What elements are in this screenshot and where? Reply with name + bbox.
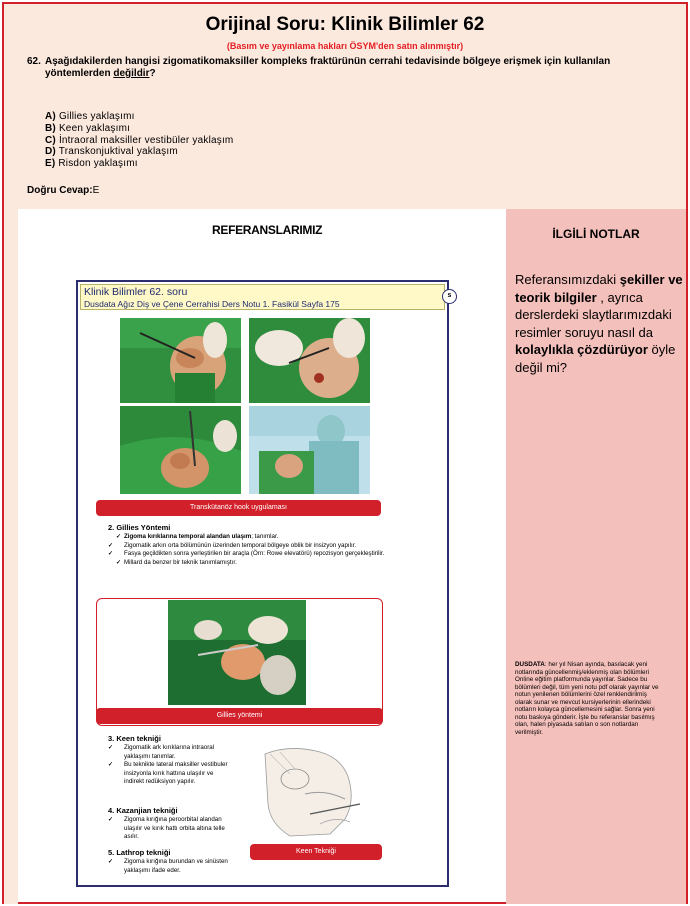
notes-heading: İLGİLİ NOTLAR [552,227,640,241]
document-subtitle: Dusdata Ağız Diş ve Çene Cerrahisi Ders Notu 1. Fasikül Sayfa 175 [84,299,340,309]
list-item: ✓ Zigoma kırığına burundan ve sinüsten yaklaşımı ifade eder. [108,858,228,874]
notes-body: Referansımızdaki şekiller ve teorik bilgiler , ayrıca derslerdeki slaytlarımızdaki resimler soruyu nasıl da kolaylıkla çözdürüyor öyle değil mi? [515,272,683,375]
option-e: E) Risdon yaklaşımı [45,158,138,170]
correct-answer: Doğru Cevap:E [27,185,100,196]
answer-options [45,111,233,170]
notes-panel [506,209,686,904]
caption-keen: Keen Tekniği [250,844,382,860]
question-text: Aşağıdakilerden hangisi zigomatikomaksiller kompleks fraktürünün cerrahi tedavisinde bölgeye erişmek için kullanılan yöntemlerden değildir? [45,56,611,79]
caption-transcutaneous-hook: Transkütanöz hook uygulaması [96,500,381,516]
list-item: ✓ Zigomatik ark kırıklarına intraoral yaklaşımı tanımlar. [108,744,215,760]
section-keen: 3. Keen tekniği [108,734,161,743]
list-item: ✓ Zigoma kırığına peroorbital alandan ulaşılır ve kırık hattı orbita altına telle asılır. [108,816,225,841]
keen-bullets [108,744,234,787]
section-lathrop: 5. Lathrop tekniği [108,848,171,857]
gillies-photo [168,600,306,705]
lathrop-bullets [108,858,234,875]
list-item: ✓ Fasya geçildikten sonra yerleştirilen bir araçla (Örn: Rowe elevatörü) repozisyon gerçekleştirilir. [108,550,385,558]
left-margin-stripe [4,209,18,904]
surgery-photo-4 [249,406,370,494]
surgery-photo-3 [120,406,241,494]
document-title: Klinik Bilimler 62. soru [84,286,188,298]
section-kazanjian: 4. Kazanjian tekniği [108,806,178,815]
option-d: D) Transkonjuktival yaklaşım [45,146,178,158]
reference-document [76,280,449,887]
question-number: 62. [27,56,41,67]
list-item: ✓ Zigomatik arkın orta bölümünün üzerinden temporal bölgeye oblik bir insizyon yapılır. [108,541,357,549]
question-negation: değildir [113,68,150,79]
surgery-photo-2 [249,318,370,403]
caption-gillies: Gillies yöntemi [96,708,383,724]
kazanjian-bullets [108,816,234,842]
copyright-note: (Basım ve yayınlama hakları ÖSYM'den satın alınmıştır) [226,41,464,51]
list-item: ✓ Millard da benzer bir teknik tanımlamıştır. [116,558,237,566]
list-item: ✓ Zigoma kırıklarına temporal alandan ulaşım; tanımlar. [116,533,279,540]
keen-illustration [250,744,380,839]
question-area [4,4,686,209]
document-header [80,284,445,310]
option-a: A) Gillies yaklaşımı [45,111,135,122]
section-gillies: 2. Gillies Yöntemi [108,523,171,532]
references-heading: REFERANSLARIMIZ [212,223,323,237]
option-c: C) İntraoral maksiller vestibüler yaklaşım [45,134,234,146]
dusdata-note: DUSDATA: her yıl Nisan ayında, basılacak yeni notlarında güncellenmiş/eklenmiş olan bölümleri Online eğitim platformunda yayınlar. Sadece bu bölümleri değil, tüm yeni notu pdf olarak yayınlar ve notun yenilenen bölümlerini özel renklendirilmiş olarak sunar ve mevcut kursiyerlerinin ellerindeki notların kolayca güncellemesini sağlar. Sonra yeni notu baskıya gönderir. İşte bu referanslar basılmış olan, halen piyasada satılan o son notlardan verilmiştir. [515,661,659,736]
list-item: ✓ Bu teknikte lateral maksiller vestibuler insizyonla kırık hattına ulaşılır ve indirekt redüksiyon yapılır. [108,761,228,786]
surgery-photo-1 [120,318,241,403]
option-b: B) Keen yaklaşımı [45,122,131,134]
gillies-bullets [108,533,416,567]
page-badge: s [442,289,457,304]
page-title: Orijinal Soru: Klinik Bilimler 62 [205,14,485,35]
